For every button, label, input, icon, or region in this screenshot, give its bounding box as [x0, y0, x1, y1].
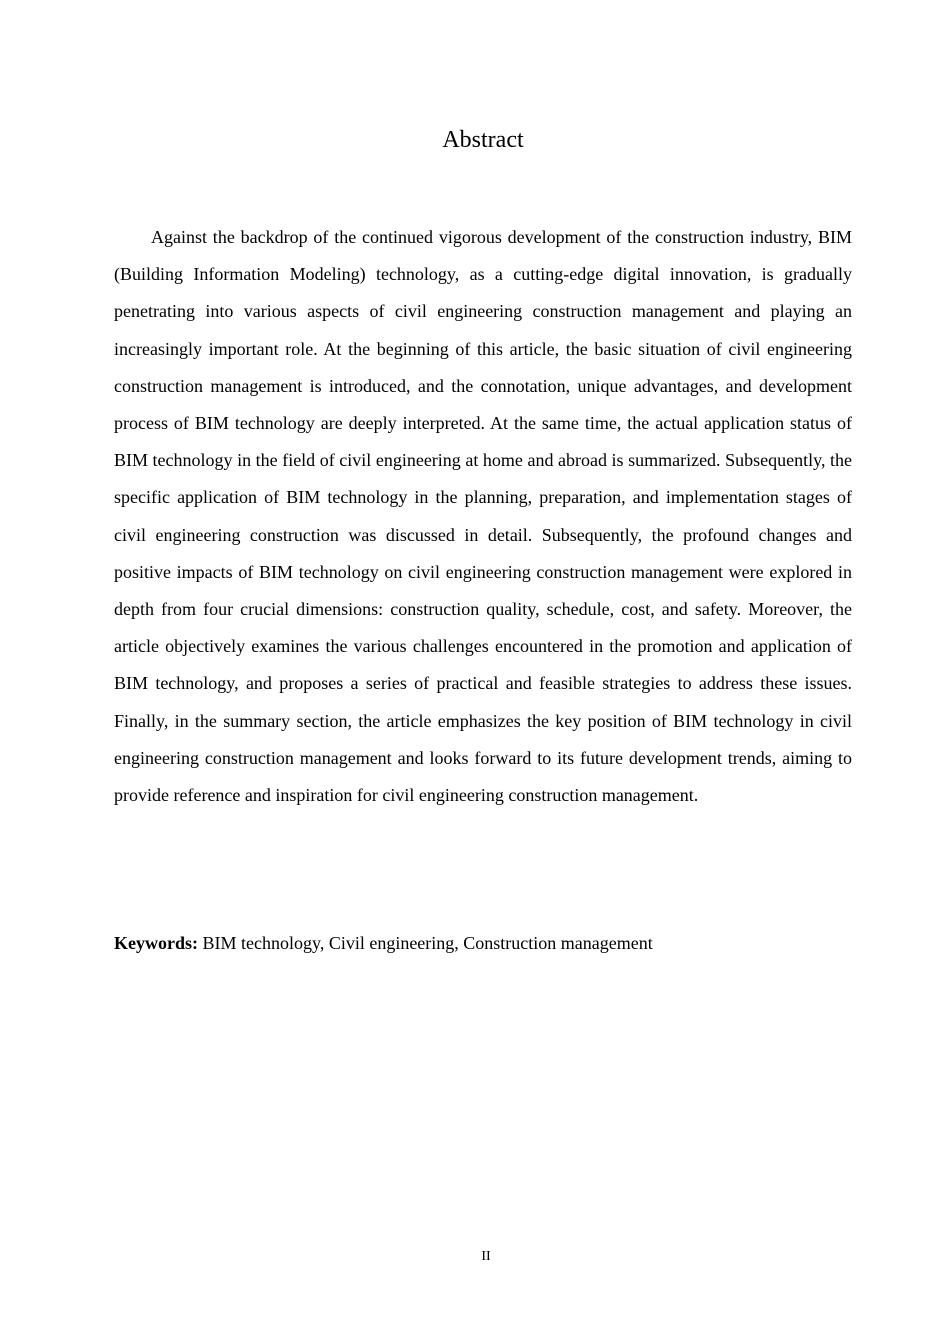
keywords-label: Keywords:	[114, 933, 198, 953]
keywords-text: BIM technology, Civil engineering, Construction management	[202, 933, 653, 953]
abstract-paragraph: Against the backdrop of the continued vigorous development of the construction industry, BIM (Building Information Modeling) technology, as a cutting-edge digital innovation, is gradually penetrating into various aspects of civil engineering construction management and playing an increasingly important role. At the beginning of this article, the basic situation of civil engineering construction management is introduced, and the connotation, unique advantages, and development process of BIM technology are deeply interpreted. At the same time, the actual application status of BIM technology in the field of civil engineering at home and abroad is summarized. Subsequently, the specific application of BIM technology in the planning, preparation, and implementation stages of civil engineering construction was discussed in detail. Subsequently, the profound changes and positive impacts of BIM technology on civil engineering construction management were explored in depth from four crucial dimensions: construction quality, schedule, cost, and safety. Moreover, the article objectively examines the various challenges encountered in the promotion and application of BIM technology, and proposes a series of practical and feasible strategies to address these issues. Finally, in the summary section, the article emphasizes the key position of BIM technology in civil engineering construction management and looks forward to its future development trends, aiming to provide reference and inspiration for civil engineering construction management.	[114, 227, 852, 806]
page-number: II	[481, 1249, 491, 1264]
keywords-line	[114, 926, 852, 960]
page-title: Abstract	[442, 127, 524, 153]
